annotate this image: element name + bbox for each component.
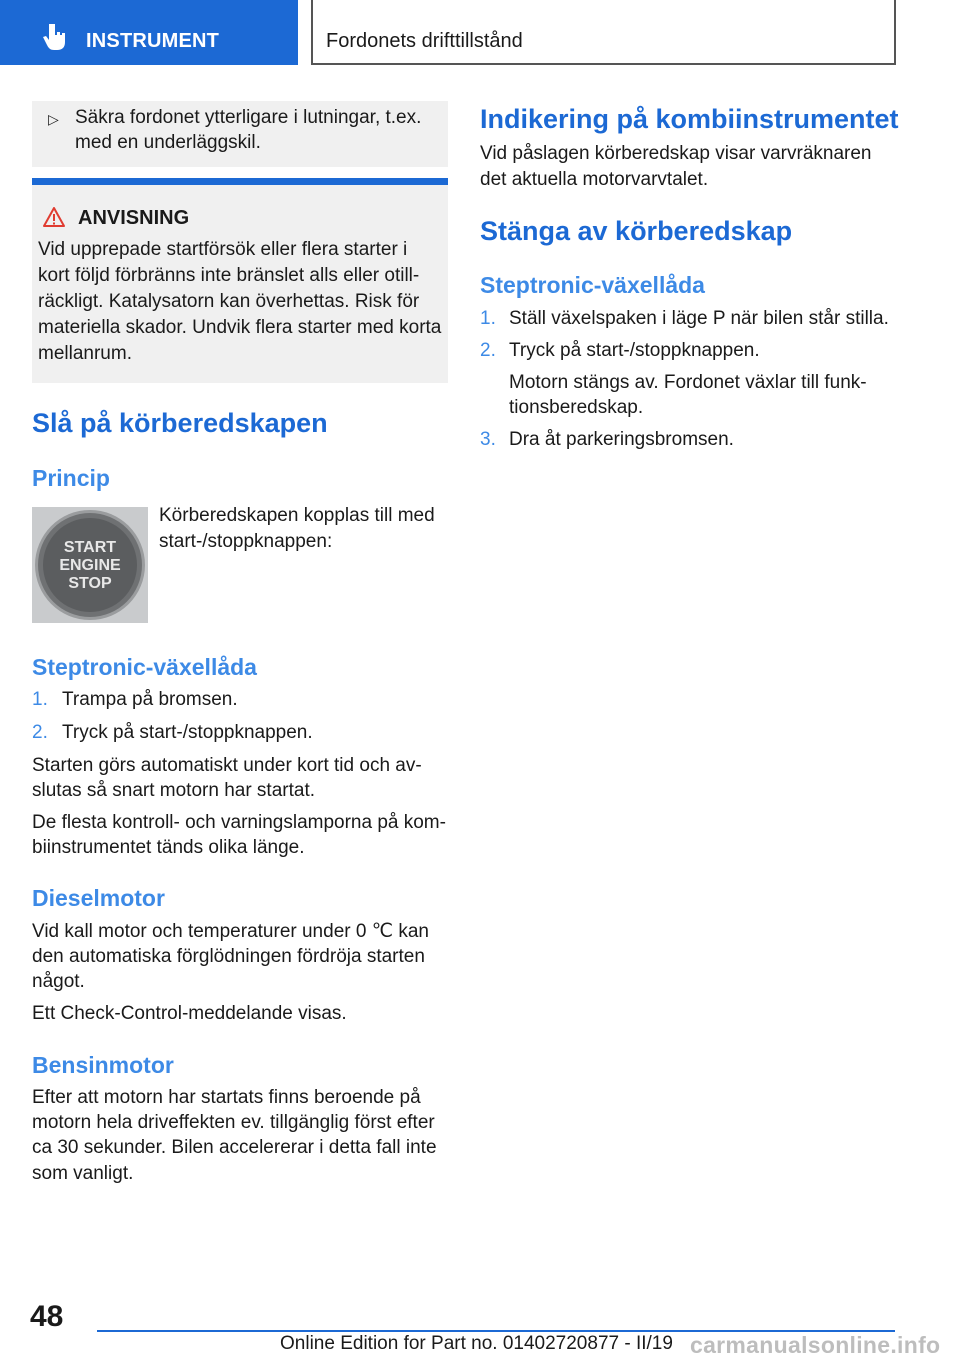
- notice-bar: [32, 178, 448, 185]
- paragraph-line: ca 30 sekunder. Bilen accelererar i detta fall inte: [32, 1137, 437, 1158]
- notice-line: kort följd förbränns inte bränslet alls eller otill‐: [38, 265, 420, 286]
- step-number: 3.: [480, 429, 496, 450]
- principle-text: Körberedskapen kopplas till med: [159, 505, 435, 526]
- step-number: 2.: [480, 340, 496, 361]
- subheading-steptronic: Steptronic-växellåda: [480, 272, 705, 298]
- paragraph-line: motorn hela driveffekten ev. tillgänglig först efter: [32, 1112, 435, 1133]
- step-note: tionsberedskap.: [509, 397, 644, 418]
- paragraph-line: Ett Check-Control-meddelande visas.: [32, 1003, 347, 1024]
- step-note: Motorn stängs av. Fordonet växlar till funk‐: [509, 372, 867, 393]
- paragraph-line: Starten görs automatiskt under kort tid och av‐: [32, 755, 422, 776]
- watermark[interactable]: carmanualsonline.info: [690, 1332, 941, 1358]
- step-number: 1.: [32, 689, 48, 710]
- warning-icon: [42, 206, 66, 228]
- button-label-line: START: [63, 539, 117, 556]
- button-label-line: ENGINE: [59, 557, 121, 574]
- paragraph-line: Efter att motorn har startats finns beroende på: [32, 1087, 421, 1108]
- section-heading: Slå på körberedskapen: [32, 408, 328, 438]
- paragraph-line: biinstrumentet tänds olika länge.: [32, 837, 305, 858]
- notice-line: räckligt. Katalysatorn kan överhettas. Risk för: [38, 291, 420, 312]
- step-number: 2.: [32, 722, 48, 743]
- paragraph-line: det aktuella motorvarvtalet.: [480, 169, 709, 190]
- paragraph-line: slutas så snart motorn har startat.: [32, 780, 316, 801]
- step-text: Tryck på start-/stoppknappen.: [62, 722, 313, 743]
- section-heading: Indikering på kombiinstrumentet: [480, 104, 899, 134]
- step-text: Trampa på bromsen.: [62, 689, 238, 710]
- notice-line: Vid upprepade startförsök eller flera starter i: [38, 239, 408, 260]
- step-number: 1.: [480, 308, 496, 329]
- paragraph-line: som vanligt.: [32, 1163, 134, 1184]
- notice-title: ANVISNING: [78, 207, 190, 229]
- tip-marker: ▷: [48, 111, 59, 127]
- step-text: Tryck på start-/stoppknappen.: [509, 340, 760, 361]
- start-stop-button-image: [32, 507, 148, 623]
- paragraph-line: något.: [32, 971, 85, 992]
- subheading-principle: Princip: [32, 465, 110, 491]
- tip-line: Säkra fordonet ytterligare i lutningar, t.ex.: [75, 107, 422, 128]
- subheading-petrol: Bensinmotor: [32, 1052, 174, 1078]
- section-title: INSTRUMENT: [86, 30, 220, 52]
- page-number: 48: [30, 1300, 64, 1333]
- chapter-title: Fordonets drifttillstånd: [326, 30, 523, 52]
- paragraph-line: den automatiska förglödningen fördröja starten: [32, 946, 425, 967]
- section-heading: Stänga av körberedskap: [480, 216, 793, 246]
- subheading-steptronic: Steptronic-växellåda: [32, 654, 257, 680]
- paragraph-line: Vid påslagen körberedskap visar varvräknaren: [480, 143, 872, 164]
- pointing-hand-icon: [40, 22, 70, 52]
- principle-text: start-/stoppknappen:: [159, 531, 333, 552]
- paragraph-line: Vid kall motor och temperaturer under 0 ℃ kan: [32, 921, 429, 942]
- notice-line: materiella skador. Undvik flera starter med korta: [38, 317, 442, 338]
- subheading-diesel: Dieselmotor: [32, 885, 165, 911]
- edition-text: Online Edition for Part no. 01402720877 - II/19: [280, 1333, 673, 1354]
- paragraph-line: De flesta kontroll- och varningslamporna på kom‐: [32, 812, 446, 833]
- step-text: Dra åt parkeringsbromsen.: [509, 429, 734, 450]
- section-tab[interactable]: [0, 0, 298, 65]
- tip-line: med en underläggskil.: [75, 132, 261, 153]
- button-label-line: STOP: [68, 575, 112, 592]
- step-text: Ställ växelspaken i läge P när bilen står stilla.: [509, 308, 889, 329]
- notice-line: mellanrum.: [38, 343, 132, 364]
